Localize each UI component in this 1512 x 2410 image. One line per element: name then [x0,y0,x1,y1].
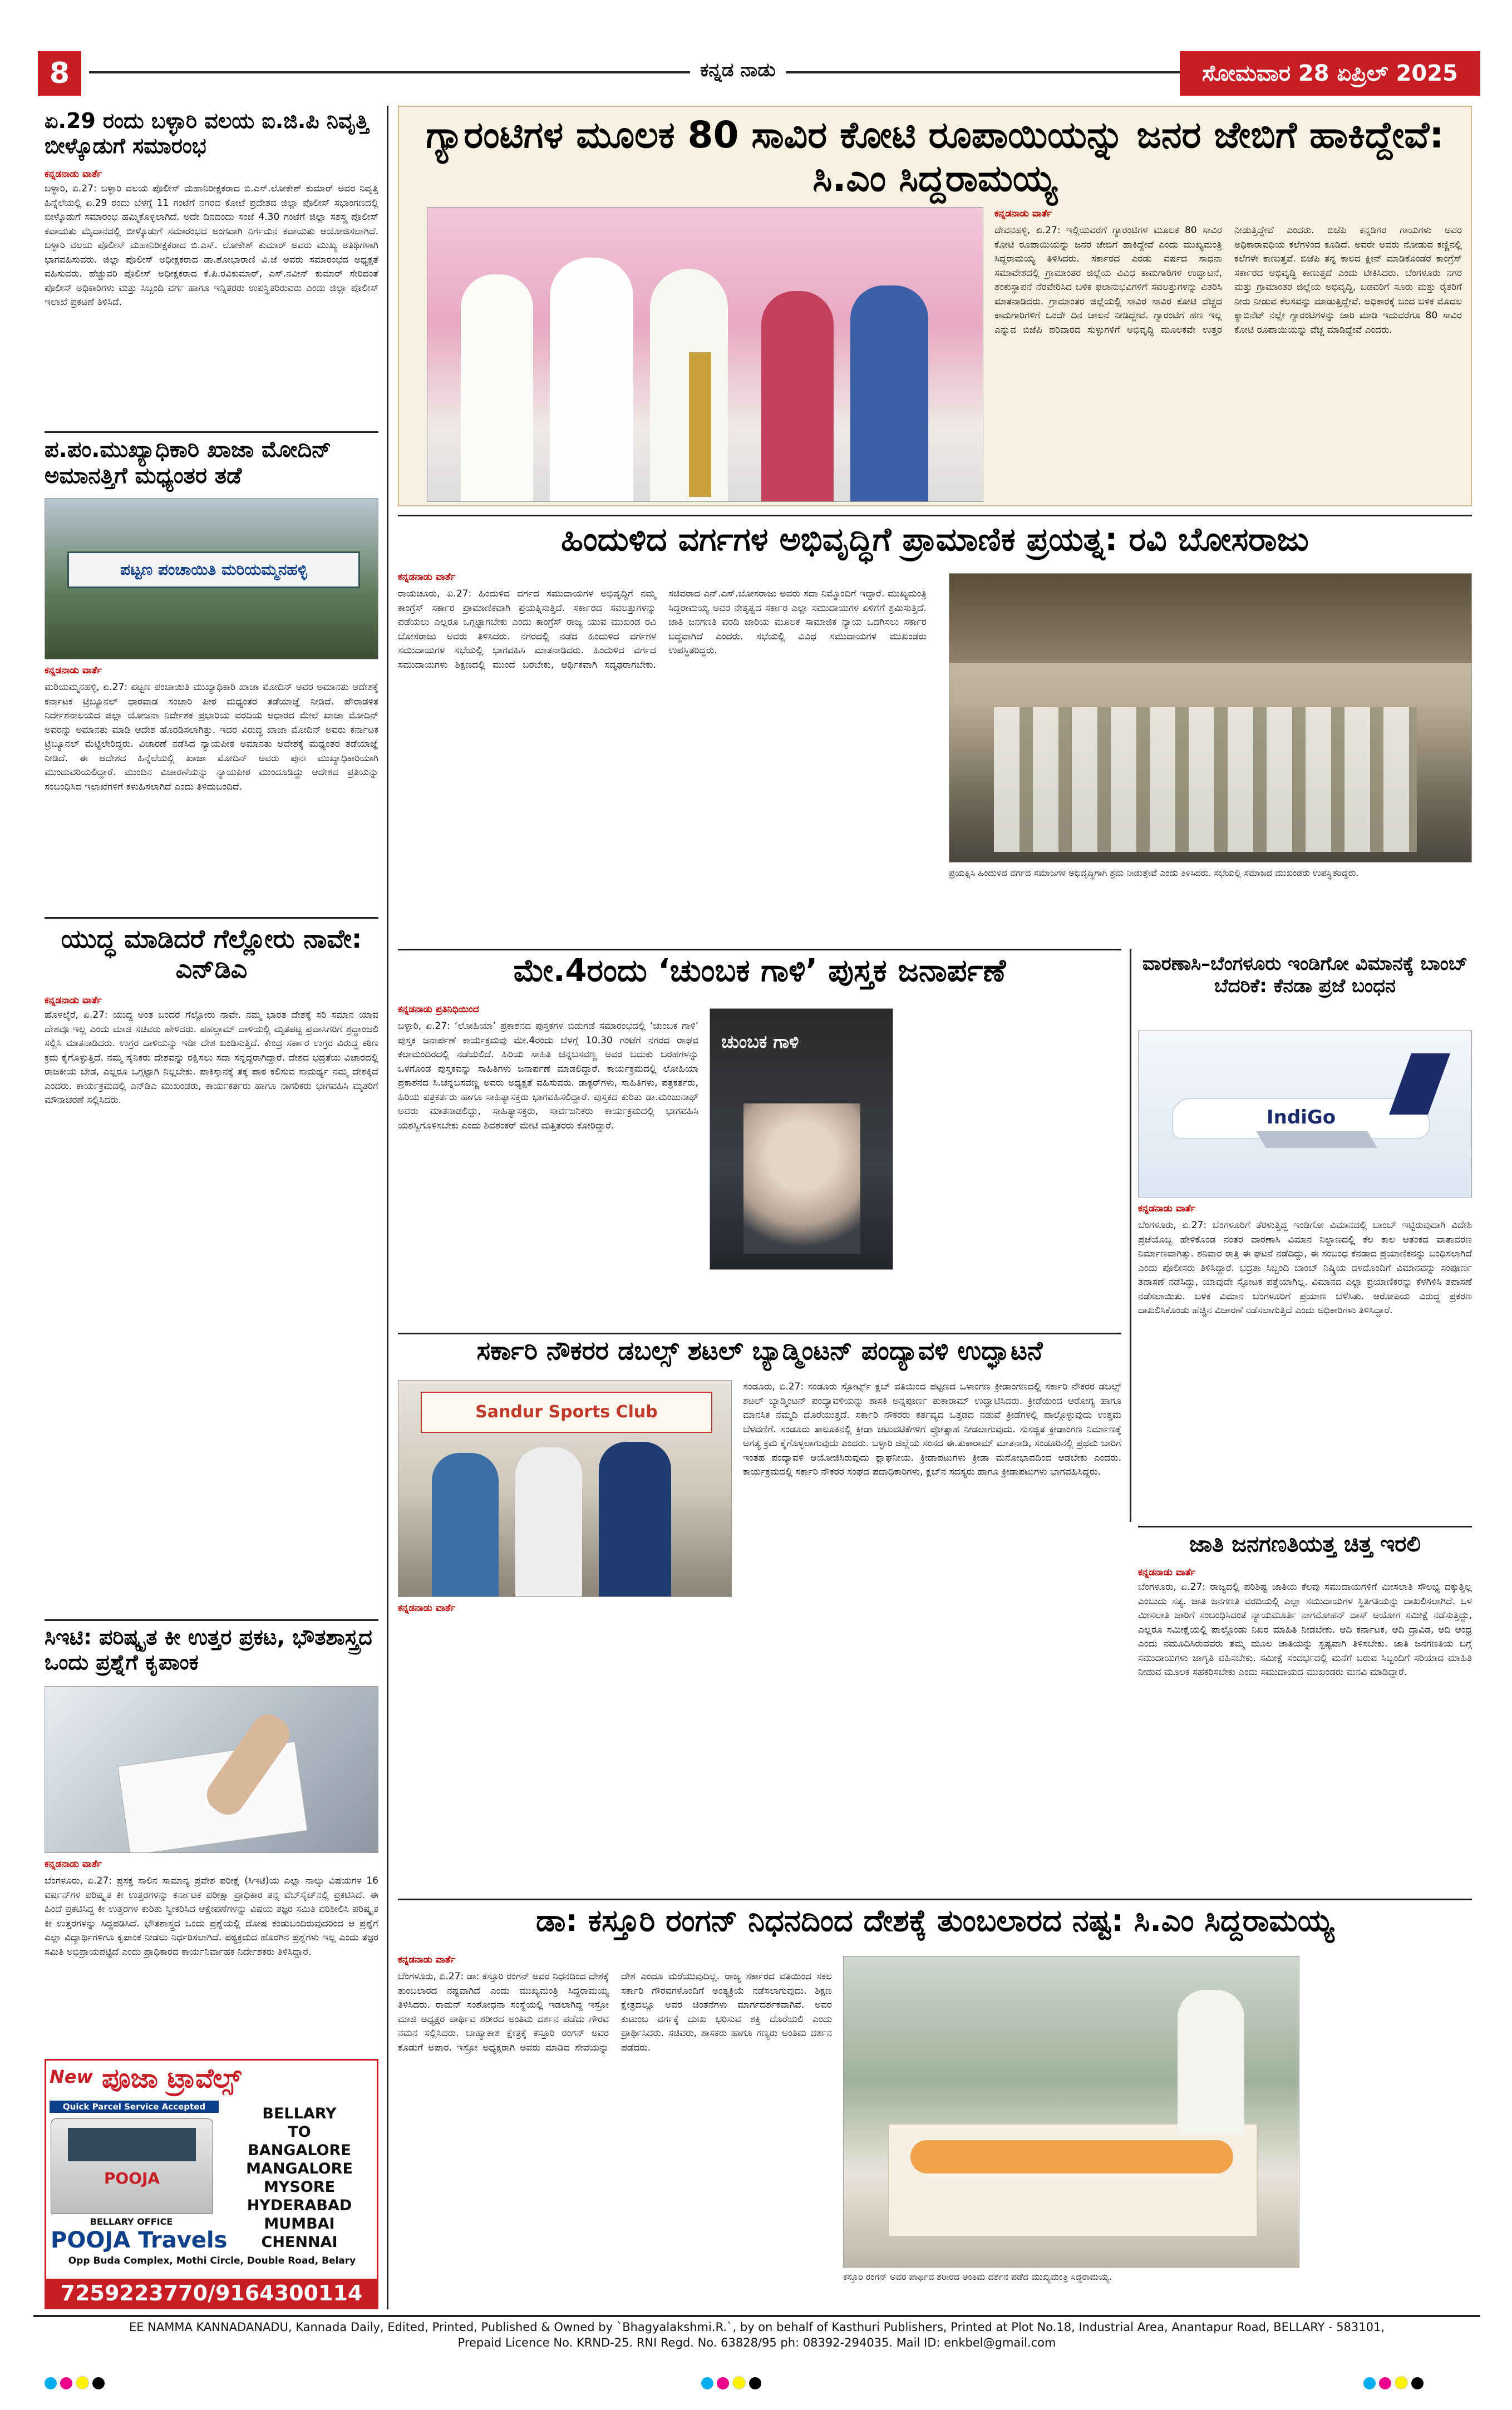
office-sign-photo [45,498,378,659]
headline: ಸಿಇಟಿ: ಪರಿಷ್ಕೃತ ಕೀ ಉತ್ತರ ಪ್ರಕಟ, ಭೌತಶಾಸ್ತ್ರದ ಒಂದು ಪ್ರಶ್ನೆಗೆ ಕೃಪಾಂಕ [45,1625,372,1674]
tribute-photo [843,1956,1299,2268]
article-body-b [904,1019,1121,1320]
date-banner: ಸೋಮವಾರ 28 ಏಪ್ರಿಲ್ 2025 [1180,51,1480,96]
article-ig-retirement [45,109,378,426]
plane-wing [1256,1131,1377,1148]
footer-line-1: EE NAMMA KANNADANADU, Kannada Daily, Edited, Printed, Published & Owned by `Bhagyalakshmi.R.`, by on behalf of Kasthuri Publishers, Printed at Plot No.18, Industrial Area, Anantapur Road, BELLARY - 583101, [129,2320,1385,2334]
article-kasturi [398,1903,1472,2309]
article-indigo [1138,953,1472,1520]
article-cet [45,1625,378,2059]
photo-caption: ಕಸ್ತೂರಿ ರಂಗನ್ ಅವರ ಪಾರ್ಥಿವ ಶರೀರದ ಅಂತಿಮ ದರ್ಶನ ಪಡೆದ ಮುಖ್ಯಮಂತ್ರಿ ಸಿದ್ದರಾಮಯ್ಯ. [843,2271,1112,2282]
plane-tail [1389,1053,1450,1115]
ad-pooja-travels [45,2059,378,2309]
article-body: ಬೆಂಗಳೂರು, ಏ.27: ಪ್ರಸಕ್ತ ಸಾಲಿನ ಸಾಮಾನ್ಯ ಪ್ರವೇಶ ಪರೀಕ್ಷೆ (ಸಿಇಟಿ)ಯ ಎಲ್ಲಾ ನಾಲ್ಕು ವಿಷಯಗಳ 16 ವರ್ಷನ್‌ಗಳ ಪರಿಷ್ಕೃತ ಕೀ ಉತ್ತರಗಳನ್ನು ಕರ್ನಾಟಕ ಪರೀಕ್ಷಾ ಪ್ರಾಧಿಕಾರ ತನ್ನ ವೆಬ್‌ಸೈಟ್‌ನಲ್ಲಿ ಪ್ರಕಟಿಸಿದೆ. ಈ ಹಿಂದೆ ಪ್ರಕಟಿಸಿದ್ದ ಕೀ ಉತ್ತರಗಳ ಕುರಿತು ಸ್ವೀಕರಿಸಿದ ಆಕ್ಷೇಪಣೆಗಳನ್ನು ವಿಷಯ ತಜ್ಞರ ಸಮಿತಿ ಪರಿಶೀಲಿಸಿ ಪರಿಷ್ಕೃತ ಕೀ ಉತ್ತರಗಳನ್ನು ಸಿದ್ಧಪಡಿಸಿದೆ. ಭೌತಶಾಸ್ತ್ರದ ಒಂದು ಪ್ರಶ್ನೆಯಲ್ಲಿ ದೋಷ ಕಂಡುಬಂದಿರುವುದರಿಂದ ಆ ಪ್ರಶ್ನೆಗೆ ಎಲ್ಲಾ ವಿದ್ಯಾರ್ಥಿಗಳಿಗೂ ಕೃಪಾಂಕ ನೀಡಲು ನಿರ್ಧರಿಸಲಾಗಿದೆ. ಪಠ್ಯಕ್ರಮದ ಹೊರಗಿನ ಪ್ರಶ್ನೆಗಳು ಇಲ್ಲ ಎಂದು ತಜ್ಞರ ಸಮಿತಿ ಅಭಿಪ್ರಾಯಪಟ್ಟಿದೆ ಎಂದು ಪ್ರಾಧಿಕಾರದ ಕಾರ್ಯನಿರ್ವಾಹಕ ನಿರ್ದೇಶಕರು ತಿಳಿಸಿದ್ದಾರೆ. [45,1875,378,1958]
book-cover-title: ಚುಂಬಕ ಗಾಳಿ [721,1031,799,1052]
byline: ಕನ್ನಡನಾಡು ವಾರ್ತೆ [45,665,102,676]
color-dots-center [701,2376,812,2393]
article-khaja [45,437,378,910]
byline: ಕನ್ನಡನಾಡು ವಾರ್ತೆ [994,208,1052,219]
masthead [33,48,1480,98]
byline: ಕನ್ನಡನಾಡು ವಾರ್ತೆ [45,995,102,1006]
paper-name: ಕನ್ನಡ ನಾಡು [690,59,786,81]
lamp-lighting-photo [427,207,983,502]
article-body: ಬೆಂಗಳೂರು, ಏ.27: ರಾಜ್ಯದಲ್ಲಿ ಪರಿಶಿಷ್ಟ ಜಾತಿಯ ಕೆಲವು ಸಮುದಾಯಗಳಿಗೆ ಮೀಸಲಾತಿ ಸೌಲಭ್ಯ ದಕ್ಕುತ್ತಿಲ್ಲ ಎಂಬುದು ಸತ್ಯ. ಜಾತಿ ಜನಗಣತಿ ವರದಿಯಲ್ಲಿ ಎಲ್ಲಾ ಸಮುದಾಯಗಳ ಸ್ಥಿತಿಗತಿಯನ್ನು ದಾಖಲಿಸಲಾಗಿದೆ. ಒಳ ಮೀಸಲಾತಿ ಜಾರಿಗೆ ಸಂಬಂಧಿಸಿದಂತೆ ನ್ಯಾಯಮೂರ್ತಿ ನಾಗಮೋಹನ್ ದಾಸ್ ಆಯೋಗ ಸಮೀಕ್ಷೆ ನಡೆಸುತ್ತಿದ್ದು, ಎಲ್ಲರೂ ಸಮೀಕ್ಷೆಯಲ್ಲಿ ಪಾಲ್ಗೊಂಡು ನಿಖರ ಮಾಹಿತಿ ನೀಡಬೇಕು. ಆದಿ ಕರ್ನಾಟಕ, ಆದಿ ದ್ರಾವಿಡ, ಆದಿ ಆಂಧ್ರ ಎಂದು ನಮೂದಿಸಿರುವವರು ತಮ್ಮ ಮೂಲ ಜಾತಿಯನ್ನು ಸ್ಪಷ್ಟವಾಗಿ ತಿಳಿಸಬೇಕು. ಜಾತಿ ಜನಗಣತಿಯ ಬಗ್ಗೆ ಸಮುದಾಯಗಳು ಜಾಗೃತಿ ವಹಿಸಬೇಕು. ಸಮೀಕ್ಷೆ ಸಂದರ್ಭದಲ್ಲಿ ಮನೆಗೆ ಬರುವ ಸಿಬ್ಬಂದಿಗೆ ಸರಿಯಾದ ಮಾಹಿತಿ ನೀಡುವ ಮೂಲಕ ಸಹಕರಿಸಬೇಕು ಎಂದು ಸಮುದಾಯದ ಮುಖಂಡರು ಮನವಿ ಮಾಡಿದ್ದಾರೆ. [1138,1581,1472,1678]
article-body: ಬೆಂಗಳೂರು, ಏ.27: ಡಾ: ಕಸ್ತೂರಿ ರಂಗನ್ ಅವರ ನಿಧನದಿಂದ ದೇಶಕ್ಕೆ ತುಂಬಲಾರದ ನಷ್ಟವಾಗಿದೆ ಎಂದು ಮುಖ್ಯಮಂತ್ರಿ ಸಿದ್ದರಾಮಯ್ಯ ತಿಳಿಸಿದರು. ರಾಮನ್ ಸಂಶೋಧನಾ ಸಂಸ್ಥೆಯಲ್ಲಿ ಇಡಲಾಗಿದ್ದ ಇಸ್ರೋ ಮಾಜಿ ಅಧ್ಯಕ್ಷರ ಪಾರ್ಥಿವ ಶರೀರದ ಅಂತಿಮ ದರ್ಶನ ಪಡೆದು ಗೌರವ ನಮನ ಸಲ್ಲಿಸಿದರು. ಬಾಹ್ಯಾಕಾಶ ಕ್ಷೇತ್ರಕ್ಕೆ ಕಸ್ತೂರಿ ರಂಗನ್ ಅವರ ಕೊಡುಗೆ ಅಪಾರ. ಇಸ್ರೋ ಅಧ್ಯಕ್ಷರಾಗಿ ಅವರು ಮಾಡಿದ ಸೇವೆಯನ್ನು ದೇಶ ಎಂದೂ ಮರೆಯುವುದಿಲ್ಲ. ರಾಜ್ಯ ಸರ್ಕಾರದ ವತಿಯಿಂದ ಸಕಲ ಸರ್ಕಾರಿ ಗೌರವಗಳೊಂದಿಗೆ ಅಂತ್ಯಕ್ರಿಯೆ ನಡೆಸಲಾಗುವುದು. ಶಿಕ್ಷಣ ಕ್ಷೇತ್ರದಲ್ಲೂ ಅವರ ಚಿಂತನೆಗಳು ಮಾರ್ಗದರ್ಶಕವಾಗಿವೆ. ಅವರ ಕುಟುಂಬ ವರ್ಗಕ್ಕೆ ದುಃಖ ಭರಿಸುವ ಶಕ್ತಿ ದೊರೆಯಲಿ ಎಂದು ಪ್ರಾರ್ಥಿಸಿದರು. ಸಚಿವರು, ಶಾಸಕರು ಹಾಗೂ ಗಣ್ಯರು ಅಂತಿಮ ದರ್ಶನ ಪಡೆದರು. [398,1971,832,2053]
byline: ಕನ್ನಡನಾಡು ವಾರ್ತೆ [398,571,456,583]
badminton-photo [398,1380,732,1597]
indigo-plane-photo [1138,1031,1472,1197]
photo-caption: ಪ್ರಯತ್ನಿಸಿ ಹಿಂದುಳಿದ ವರ್ಗದ ಸಮಾಜಗಳ ಅಭಿವೃದ್ಧಿಗಾಗಿ ಶ್ರಮ ನೀಡುತ್ತೇವೆ ಎಂದು ತಿಳಿಸಿದರು. ಸಭೆಯಲ್ಲಿ ಸಮಾಜದ ಮುಖಂಡರು ಉಪಸ್ಥಿತರಿದ್ದರು. [949,868,1359,878]
color-dots-right [1363,2376,1475,2393]
headline: ಜಾತಿ ಜನಗಣತಿಯತ್ತ ಚಿತ್ತ ಇರಲಿ [1189,1531,1421,1557]
ad-phones: 7259223770/9164300114 [46,2279,377,2308]
color-dots-left [45,2376,156,2393]
article-body: ಬಳ್ಳಾರಿ, ಏ.27: ಬಳ್ಳಾರಿ ವಲಯ ಪೊಲೀಸ್ ಮಹಾನಿರೀಕ್ಷಕರಾದ ಬಿ.ಎಸ್.ಲೋಕೇಶ್ ಕುಮಾರ್ ಅವರ ನಿವೃತ್ತಿ ಹಿನ್ನೆಲೆಯಲ್ಲಿ ಏ.29 ರಂದು ಬೆಳಗ್ಗೆ 11 ಗಂಟೆಗೆ ನಗರದ ಕೋಟೆ ಪ್ರದೇಶದ ಜಿಲ್ಲಾ ಪೊಲೀಸ್ ಸಭಾಂಗಣದಲ್ಲಿ ಬೀಳ್ಕೊಡುಗೆ ಸಮಾರಂಭ ಹಮ್ಮಿಕೊಳ್ಳಲಾಗಿದೆ. ಅದೇ ದಿನದಂದು ಸಂಜೆ 4.30 ಗಂಟೆಗೆ ಜಿಲ್ಲಾ ಸಶಸ್ತ್ರ ಪೊಲೀಸ್ ಕವಾಯತು ಮೈದಾನದಲ್ಲಿ ಬೀಳ್ಕೊಡುಗೆ ಸಮಾರಂಭದ ಅಂಗವಾಗಿ ನಿರ್ಗಮನ ಕವಾಯತು ಆಯೋಜಿಸಲಾಗಿದೆ. ಬಳ್ಳಾರಿ ವಲಯ ಪೊಲೀಸ್ ಮಹಾನಿರೀಕ್ಷಕರಾದ ಬಿ.ಎಸ್. ಲೋಕೇಶ್ ಕುಮಾರ್ ಅವರು ಮುಖ್ಯ ಅತಿಥಿಗಳಾಗಿ ಭಾಗವಹಿಸುವರು. ಜಿಲ್ಲಾ ಪೊಲೀಸ್ ಅಧೀಕ್ಷಕರಾದ ಡಾ.ಶೋಭಾರಾಣಿ ವಿ.ಜೆ ಅವರು ಸಮಾರಂಭದ ಅಧ್ಯಕ್ಷತೆ ವಹಿಸುವರು. ಹೆಚ್ಚುವರಿ ಪೊಲೀಸ್ ಅಧೀಕ್ಷಕರಾದ ಕೆ.ಪಿ.ರವಿಕುಮಾರ್, ಎಸ್.ನವೀನ್ ಕುಮಾರ್ ಸೇರಿದಂತೆ ಪೊಲೀಸ್ ಅಧಿಕಾರಿಗಳು ಮತ್ತು ಸಿಬ್ಬಂದಿ ವರ್ಗ ಹಾಗೂ ಇನ್ನಿತರರು ಉಪಸ್ಥಿತರಿರುವರು ಎಂದು ಜಿಲ್ಲಾ ಪೊಲೀಸ್ ಇಲಾಖೆ ಪ್ರಕಟಣೆ ತಿಳಿಸಿದೆ. [45,183,378,308]
headline: ವಾರಣಾಸಿ–ಬೆಂಗಳೂರು ಇಂಡಿಗೋ ವಿಮಾನಕ್ಕೆ ಬಾಂಬ್ ಬೆದರಿಕೆ: ಕೆನಡಾ ಪ್ರಜೆ ಬಂಧನ [1142,953,1468,998]
ad-routes: BELLARY TO BANGALORE MANGALORE MYSORE HYDERABAD MUMBAI CHENNAI [246,2105,353,2251]
article-book [398,953,1121,1325]
event-banner: Sandur Sports Club [421,1392,712,1433]
headline: ಸರ್ಕಾರಿ ನೌಕರರ ಡಬಲ್ಸ್ ಶಟಲ್ ಬ್ಯಾಡ್ಮಿಂಟನ್ ಪಂದ್ಯಾವಳಿ ಉದ್ಘಾಟನೆ [476,1335,1043,1366]
headline: ಗ್ಯಾರಂಟಿಗಳ ಮೂಲಕ 80 ಸಾವಿರ ಕೋಟಿ ರೂಪಾಯಿಯನ್ನು ಜನರ ಜೇಬಿಗೆ ಹಾಕಿದ್ದೇವೆ: ಸಿ.ಎಂ ಸಿದ್ದರಾಮಯ್ಯ [426,114,1444,200]
ad-brand: ಪೂಜಾ ಟ್ರಾವೆಲ್ಸ್ [102,2063,242,2094]
byline: ಕನ್ನಡನಾಡು ಪ್ರತಿನಿಧಿಯಿಂದ [398,1004,479,1015]
article-body: ದೇವನಹಳ್ಳಿ, ಏ.27: ಇಲ್ಲಿಯವರೆಗೆ ಗ್ಯಾರಂಟಿಗಳ ಮೂಲಕ 80 ಸಾವಿರ ಕೋಟಿ ರೂಪಾಯಿಯನ್ನು ಜನರ ಜೇಬಿಗೆ ಹಾಕಿದ್ದೇವೆ ಎಂದು ಮುಖ್ಯಮಂತ್ರಿ ಸಿದ್ದರಾಮಯ್ಯ ತಿಳಿಸಿದರು. ಸರ್ಕಾರದ ಎರಡು ವರ್ಷದ ಸಾಧನಾ ಸಮಾವೇಶದಲ್ಲಿ ಗ್ರಾಮಾಂತರ ಜಿಲ್ಲೆಯ ವಿವಿಧ ಕಾಮಗಾರಿಗಳ ಉದ್ಘಾಟನೆ, ಶಂಕುಸ್ಥಾಪನೆ ನೆರವೇರಿಸಿದ ಬಳಿಕ ಫಲಾನುಭವಿಗಳಿಗೆ ಸವಲತ್ತುಗಳನ್ನು ವಿತರಿಸಿ ಮಾತನಾಡಿದರು. ಗ್ರಾಮಾಂತರ ಜಿಲ್ಲೆಯಲ್ಲಿ ಸಾವಿರ ಸಾವಿರ ಕೋಟಿ ವೆಚ್ಚದ ಕಾಮಗಾರಿಗಳಿಗೆ ಒಂದೇ ದಿನ ಚಾಲನೆ ನೀಡಿದ್ದೇವೆ. ಗ್ಯಾರಂಟಿಗೆ ಹಣ ಇಲ್ಲ ಎನ್ನುವ ಬಿಜೆಪಿ ಪರಿವಾರದ ಸುಳ್ಳುಗಳಿಗೆ ಅಭಿವೃದ್ಧಿ ಮೂಲಕವೇ ಉತ್ತರ ನೀಡುತ್ತಿದ್ದೇವೆ ಎಂದರು. ಬಿಜೆಪಿ ಕನ್ನಡಿಗರ ಗಾಯಗಳು ಅವರ ಅಧಿಕಾರಾವಧಿಯ ಕಲೆಗಳಿಂದ ಕೂಡಿದೆ. ಅವರೇ ಅವರು ನೋಡುವ ಕಣ್ಣಿನಲ್ಲಿ ಕಲೆಗಳೇ ಕಾಣುತ್ತವೆ. ಬಿಜೆಪಿ ತನ್ನ ಕಾಲದ ಕ್ಲೀನ್ ಮಾಡಿಕೊಂಡರೆ ಕಾಂಗ್ರೆಸ್ ಸರ್ಕಾರದ ಅಭಿವೃದ್ಧಿ ಕಾಣುತ್ತದೆ ಎಂದು ಟೀಕಿಸಿದರು. ಬೆಂಗಳೂರು ನಗರ ಮತ್ತು ಗ್ರಾಮಾಂತರ ಜಿಲ್ಲೆಯ ಅಭಿವೃದ್ಧಿ, ಬಡವರಿಗೆ ಸೂರು ಮತ್ತು ರೈತರಿಗೆ ನೀರು ನೀಡುವ ಕೆಲಸವನ್ನು ಮಾಡುತ್ತಿದ್ದೇವೆ. ಅಧಿಕಾರಕ್ಕೆ ಬಂದ ಬಳಿಕ ಮೊದಲ ಕ್ಯಾಬಿನೆಟ್ ನಲ್ಲೇ ಗ್ಯಾರಂಟಿಗಳನ್ನು ಜಾರಿ ಮಾಡಿ ಇದುವರೆಗೂ 80 ಸಾವಿರ ಕೋಟಿ ರೂಪಾಯಿಯನ್ನು ವೆಚ್ಚ ಮಾಡಿದ್ದೇವೆ ಎಂದರು. [994,225,1462,336]
ad-office: BELLARY OFFICE [90,2216,173,2227]
article-body: ಸಂಡೂರು, ಏ.27: ಸಂಡೂರು ಸ್ಪೋರ್ಟ್ಸ್ ಕ್ಲಬ್ ವತಿಯಿಂದ ಪಟ್ಟಣದ ಒಳಾಂಗಣ ಕ್ರೀಡಾಂಗಣದಲ್ಲಿ ಸರ್ಕಾರಿ ನೌಕರರ ಡಬಲ್ಸ್ ಶಟಲ್ ಬ್ಯಾಡ್ಮಿಂಟನ್ ಪಂದ್ಯಾವಳಿಯನ್ನು ಶಾಸಕಿ ಅನ್ನಪೂರ್ಣ ತುಕಾರಾಮ್ ಉದ್ಘಾಟಿಸಿದರು. ಕ್ರೀಡೆಯಿಂದ ಆರೋಗ್ಯ ಹಾಗೂ ಮಾನಸಿಕ ನೆಮ್ಮದಿ ದೊರೆಯುತ್ತದೆ. ಸರ್ಕಾರಿ ನೌಕರರು ಕರ್ತವ್ಯದ ಒತ್ತಡದ ನಡುವೆ ಕ್ರೀಡೆಗಳಲ್ಲಿ ಪಾಲ್ಗೊಳ್ಳುವುದು ಉತ್ತಮ ಬೆಳವಣಿಗೆ. ಸಂಡೂರು ತಾಲೂಕಿನಲ್ಲಿ ಕ್ರೀಡಾ ಚಟುವಟಿಕೆಗಳಿಗೆ ಪ್ರೋತ್ಸಾಹ ನೀಡಲಾಗುವುದು. ಸುಸಜ್ಜಿತ ಕ್ರೀಡಾಂಗಣ ನಿರ್ಮಾಣಕ್ಕೆ ಅಗತ್ಯ ಕ್ರಮ ಕೈಗೊಳ್ಳಲಾಗುವುದು ಎಂದರು. ಬಳ್ಳಾರಿ ಜಿಲ್ಲೆಯ ಸಂಸದ ಈ.ತುಕಾರಾಮ್ ಮಾತನಾಡಿ, ಸಂಡೂರಿನಲ್ಲಿ ಪ್ರಥಮ ಬಾರಿಗೆ ಇಂತಹ ಪಂದ್ಯಾವಳಿ ಆಯೋಜಿಸಿರುವುದು ಶ್ಲಾಘನೀಯ. ಕ್ರೀಡಾಪಟುಗಳು ಕ್ರೀಡಾ ಮನೋಭಾವದಿಂದ ಆಡಬೇಕು ಎಂದರು. ಕಾರ್ಯಕ್ರಮದಲ್ಲಿ ಸರ್ಕಾರಿ ನೌಕರರ ಸಂಘದ ಪದಾಧಿಕಾರಿಗಳು, ಕ್ಲಬ್‌ನ ಸದಸ್ಯರು ಹಾಗೂ ಕ್ರೀಡಾಪಟುಗಳು ಭಾಗವಹಿಸಿದ್ದರು. [743,1381,1121,1477]
book-cover [710,1008,893,1270]
article-body-right [1311,1956,1472,2301]
bus-windshield [68,2128,196,2161]
article-body: ಮರಿಯಮ್ಮನಹಳ್ಳಿ, ಏ.27: ಪಟ್ಟಣ ಪಂಚಾಯಿತಿ ಮುಖ್ಯಾಧಿಕಾರಿ ಖಾಜಾ ಮೋದಿನ್ ಅವರ ಅಮಾನತು ಆದೇಶಕ್ಕೆ ಕರ್ನಾಟಕ ಟ್ರಿಬ್ಯೂನಲ್ ಧಾರವಾಡ ಸಂಚಾರಿ ಪೀಠ ಮಧ್ಯಂತರ ತಡೆಯಾಜ್ಞೆ ನೀಡಿದೆ. ಪೌರಾಡಳಿತ ನಿರ್ದೇಶನಾಲಯದ ಜಿಲ್ಲಾ ಯೋಜನಾ ನಿರ್ದೇಶಕ ಪ್ರಭಾರಿಯ ವರದಿಯ ಆಧಾರದ ಮೇಲೆ ಖಾಜಾ ಮೋದಿನ್ ಅವರನ್ನು ಅಮಾನತು ಮಾಡಿ ಆದೇಶ ಹೊರಡಿಸಲಾಗಿತ್ತು. ಇದರ ವಿರುದ್ಧ ಖಾಜಾ ಮೋದಿನ್ ಅವರು ಕರ್ನಾಟಕ ಟ್ರಿಬ್ಯೂನಲ್ ಮೆಟ್ಟಿಲೇರಿದ್ದರು. ವಿಚಾರಣೆ ನಡೆಸಿದ ನ್ಯಾಯಪೀಠ ಅಮಾನತು ಆದೇಶಕ್ಕೆ ಮಧ್ಯಂತರ ತಡೆಯಾಜ್ಞೆ ನೀಡಿದೆ. ಈ ಆದೇಶದ ಹಿನ್ನೆಲೆಯಲ್ಲಿ ಖಾಜಾ ಮೋದಿನ್ ಅವರು ಪುನಃ ಮುಖ್ಯಾಧಿಕಾರಿಯಾಗಿ ಮುಂದುವರಿಯಲಿದ್ದಾರೆ. ಮುಂದಿನ ವಿಚಾರಣೆಯನ್ನು ನ್ಯಾಯಪೀಠ ಮುಂದೂಡಿದ್ದು ಆದೇಶದ ಪ್ರತಿಯನ್ನು ಸಂಬಂಧಿಸಿದ ಇಲಾಖೆಗಳಿಗೆ ಕಳುಹಿಸಲಾಗಿದೆ ಎಂದು ತಿಳಿದುಬಂದಿದೆ. [45,682,378,792]
article-body-left [398,1619,732,1892]
headline: ಹಿಂದುಳಿದ ವರ್ಗಗಳ ಅಭಿವೃದ್ಧಿಗೆ ಪ್ರಾಮಾಣಿಕ ಪ್ರಯತ್ನ: ರವಿ ಬೋಸರಾಜು [561,520,1309,558]
headline: ಡಾ: ಕಸ್ತೂರಿ ರಂಗನ್ ನಿಧನದಿಂದ ದೇಶಕ್ಕೆ ತುಂಬಲಾರದ ನಷ್ಟ: ಸಿ.ಎಂ ಸಿದ್ದರಾಮಯ್ಯ [535,1903,1334,1938]
byline: ಕನ್ನಡನಾಡು ವಾರ್ತೆ [45,169,102,180]
article-badminton [398,1335,1121,1898]
article-caste-census [1138,1531,1472,1893]
headline: ಏ.29 ರಂದು ಬಳ್ಳಾರಿ ವಲಯ ಐ.ಜಿ.ಪಿ ನಿವೃತ್ತಿ ಬೀಳ್ಕೊಡುಗೆ ಸಮಾರಂಭ [45,109,369,158]
ad-new-badge: New [50,2066,93,2087]
article-bosaraju [398,520,1472,943]
plane-livery: IndiGo [1267,1106,1336,1128]
headline: ಯುದ್ಧ ಮಾಡಿದರೆ ಗೆಲ್ಲೋರು ನಾವೇ: ಎನ್‌ಡಿಎ [61,924,362,984]
masthead-line [89,71,1202,73]
footer-line-2: Prepaid Licence No. KRND-25. RNI Regd. No. 63828/95 ph: 08392-294035. Mail ID: enkbel@gmail.com [457,2336,1056,2349]
byline: ಕನ್ನಡನಾಡು ವಾರ್ತೆ [1138,1567,1196,1578]
byline: ಕನ್ನಡನಾಡು ವಾರ್ತೆ [398,1603,456,1614]
ad-tagline: Quick Parcel Service Accepted [50,2101,219,2113]
headline: ಮೇ.4ರಂದು ‘ಚುಂಬಕ ಗಾಳಿ’ ಪುಸ್ತಕ ಜನಾರ್ಪಣೆ [513,953,1006,989]
sign-board: ಪಟ್ಟಣ ಪಂಚಾಯಿತಿ ಮರಿಯಮ್ಮನಹಳ್ಳಿ [67,551,360,588]
ad-address: Opp Buda Complex, Mothi Circle, Double Road, Belary [68,2255,356,2266]
byline: ಕನ್ನಡನಾಡು ವಾರ್ತೆ [1138,1203,1196,1214]
bus-image [51,2118,213,2214]
article-body: ರಾಯಚೂರು, ಏ.27: ಹಿಂದುಳಿದ ವರ್ಗದ ಸಮುದಾಯಗಳ ಅಭಿವೃದ್ಧಿಗೆ ನಮ್ಮ ಕಾಂಗ್ರೆಸ್ ಸರ್ಕಾರ ಪ್ರಾಮಾಣಿಕವಾಗಿ ಪ್ರಯತ್ನಿಸುತ್ತಿದೆ. ಸರ್ಕಾರದ ಸವಲತ್ತುಗಳನ್ನು ಪಡೆಯಲು ಎಲ್ಲರೂ ಒಗ್ಗಟ್ಟಾಗಬೇಕು ಎಂದು ಕಾಂಗ್ರೆಸ್ ರಾಜ್ಯ ಯುವ ಮುಖಂಡ ರವಿ ಬೋಸರಾಜು ಅವರು ತಿಳಿಸಿದರು. ನಗರದಲ್ಲಿ ನಡೆದ ಹಿಂದುಳಿದ ವರ್ಗಗಳ ಸಮುದಾಯಗಳ ಸಭೆಯಲ್ಲಿ ಭಾಗವಹಿಸಿ ಮಾತನಾಡಿದರು. ಹಿಂದುಳಿದ ವರ್ಗದ ಸಮುದಾಯಗಳು ಶಿಕ್ಷಣದಲ್ಲಿ ಮುಂದೆ ಬರಬೇಕು, ಆರ್ಥಿಕವಾಗಿ ಸದೃಢರಾಗಬೇಕು. ಸಚಿವರಾದ ಎನ್.ಎಸ್.ಬೋಸರಾಜು ಅವರು ಸದಾ ನಿಮ್ಮೊಂದಿಗೆ ಇದ್ದಾರೆ. ಮುಖ್ಯಮಂತ್ರಿ ಸಿದ್ದರಾಮಯ್ಯ ಅವರ ನೇತೃತ್ವದ ಸರ್ಕಾರ ಎಲ್ಲಾ ಸಮುದಾಯಗಳ ಏಳಿಗೆಗೆ ಶ್ರಮಿಸುತ್ತಿದೆ. ಜಾತಿ ಜನಗಣತಿ ವರದಿ ಜಾರಿಯ ಮೂಲಕ ಸಾಮಾಜಿಕ ನ್ಯಾಯ ಒದಗಿಸಲು ಸರ್ಕಾರ ಬದ್ಧವಾಗಿದೆ ಎಂದರು. ಸಭೆಯಲ್ಲಿ ವಿವಿಧ ಸಮುದಾಯಗಳ ಮುಖಂಡರು ಉಪಸ್ಥಿತರಿದ್ದರು. [398,588,927,671]
ad-name: POOJA Travels [51,2227,228,2253]
article-guarantees [398,106,1472,506]
article-body: ಬೆಂಗಳೂರು, ಏ.27: ಬೆಂಗಳೂರಿಗೆ ತೆರಳುತ್ತಿದ್ದ ಇಂಡಿಗೋ ವಿಮಾನದಲ್ಲಿ ಬಾಂಬ್ ಇಟ್ಟಿರುವುದಾಗಿ ವಿದೇಶಿ ಪ್ರಜೆಯೊಬ್ಬ ಹೇಳಿಕೊಂಡ ನಂತರ ವಾರಣಾಸಿ ವಿಮಾನ ನಿಲ್ದಾಣದಲ್ಲಿ ಕೆಲ ಕಾಲ ಆತಂಕದ ವಾತಾವರಣ ನಿರ್ಮಾಣವಾಗಿತ್ತು. ಶನಿವಾರ ರಾತ್ರಿ ಈ ಘಟನೆ ನಡೆದಿದ್ದು, ಈ ಸಂಬಂಧ ಕೆನಡಾದ ಪ್ರಯಾಣಿಕನನ್ನು ಬಂಧಿಸಲಾಗಿದೆ ಎಂದು ಪೊಲೀಸರು ತಿಳಿಸಿದ್ದಾರೆ. ಭದ್ರತಾ ಸಿಬ್ಬಂದಿ ಬಾಂಬ್ ನಿಷ್ಕ್ರಿಯ ದಳದೊಂದಿಗೆ ವಿಮಾನವನ್ನು ಸಂಪೂರ್ಣ ತಪಾಸಣೆ ನಡೆಸಿದ್ದು, ಯಾವುದೇ ಸ್ಫೋಟಕ ಪತ್ತೆಯಾಗಿಲ್ಲ. ವಿಮಾನದ ಎಲ್ಲಾ ಪ್ರಯಾಣಿಕರನ್ನು ಕೆಳಗಿಳಿಸಿ ತಪಾಸಣೆ ನಡೆಸಲಾಯಿತು. ಬಳಿಕ ವಿಮಾನ ಬೆಂಗಳೂರಿಗೆ ಪ್ರಯಾಣ ಬೆಳೆಸಿತು. ಆರೋಪಿಯ ವಿರುದ್ಧ ಪ್ರಕರಣ ದಾಖಲಿಸಿಕೊಂಡು ಹೆಚ್ಚಿನ ವಿಚಾರಣೆ ನಡೆಸಲಾಗುತ್ತಿದೆ ಎಂದು ಅಧಿಕಾರಿಗಳು ತಿಳಿಸಿದ್ದಾರೆ. [1138,1220,1472,1316]
exam-photo [45,1686,378,1853]
byline: ಕನ್ನಡನಾಡು ವಾರ್ತೆ [398,1954,456,1965]
bus-name: POOJA [104,2169,160,2187]
article-body-a: ಬಳ್ಳಾರಿ, ಏ.27: ‘ಲೋಹಿಯಾ’ ಪ್ರಕಾಶನದ ಪುಸ್ತಕಗಳ ಬಿಡುಗಡೆ ಸಮಾರಂಭದಲ್ಲಿ ‘ಚುಂಬಕ ಗಾಳಿ’ ಪುಸ್ತಕ ಜನಾರ್ಪಣೆ ಕಾರ್ಯಕ್ರಮವು ಮೇ.4ರಂದು ಬೆಳಗ್ಗೆ 10.30 ಗಂಟೆಗೆ ನಗರದ ರಾಘವ ಕಲಾಮಂದಿರದಲ್ಲಿ ನಡೆಯಲಿದೆ. ಹಿರಿಯ ಸಾಹಿತಿ ಚನ್ನಬಸವಣ್ಣ ಅವರ ಬದುಕು ಬರಹಗಳನ್ನು ಒಳಗೊಂಡ ಪುಸ್ತಕವನ್ನು ಸಾಹಿತಿಗಳು ಜನಾರ್ಪಣೆ ಮಾಡಲಿದ್ದಾರೆ. ಕಾರ್ಯಕ್ರಮದಲ್ಲಿ ಲೋಹಿಯಾ ಪ್ರಕಾಶನದ ಸಿ.ಚನ್ನಬಸವಣ್ಣ ಅವರು ಅಧ್ಯಕ್ಷತೆ ವಹಿಸುವರು. ಡಾಕ್ಟರ್‌ಗಳು, ಸಾಹಿತಿಗಳು, ಪತ್ರಕರ್ತರು, ಹಿರಿಯ ಪತ್ರಕರ್ತರು ಹಾಗೂ ಸಾಹಿತ್ಯಾಸಕ್ತರು ಭಾಗವಹಿಸಲಿದ್ದಾರೆ. ಪುಸ್ತಕದ ಕುರಿತು ಡಾ.ಮಂಜುನಾಥ್ ಅವರು ಮಾತನಾಡಲಿದ್ದು, ಸಾಹಿತ್ಯಾಸಕ್ತರು, ಸಾರ್ವಜನಿಕರು ಕಾರ್ಯಕ್ರಮದಲ್ಲಿ ಭಾಗವಹಿಸಿ ಯಶಸ್ವಿಗೊಳಿಸಬೇಕು ಎಂದು ಶಿವಶಂಕರ್ ಮೇಟಿ ಮತ್ತಿತರರು ಕೋರಿದ್ದಾರೆ. [398,1021,698,1131]
article-body: ಹೊಳಲ್ಕೆರೆ, ಏ.27: ಯುದ್ಧ ಅಂತ ಬಂದರೆ ಗೆಲ್ಲೋರು ನಾವೇ. ನಮ್ಮ ಭಾರತ ದೇಶಕ್ಕೆ ಸರಿ ಸಮಾನ ಯಾವ ದೇಶವೂ ಇಲ್ಲ ಎಂದು ಮಾಜಿ ಸಚಿವರು ಹೇಳಿದರು. ಪಹಲ್ಗಾಮ್ ದಾಳಿಯಲ್ಲಿ ಮೃತಪಟ್ಟ ಪ್ರವಾಸಿಗರಿಗೆ ಶ್ರದ್ಧಾಂಜಲಿ ಸಲ್ಲಿಸಿ ಮಾತನಾಡಿದರು. ಉಗ್ರರ ದಾಳಿಯನ್ನು ಇಡೀ ದೇಶ ಖಂಡಿಸುತ್ತಿದೆ. ಕೇಂದ್ರ ಸರ್ಕಾರ ಉಗ್ರರ ವಿರುದ್ಧ ಕಠಿಣ ಕ್ರಮ ಕೈಗೊಳ್ಳುತ್ತಿದೆ. ನಮ್ಮ ಸೈನಿಕರು ದೇಶವನ್ನು ರಕ್ಷಿಸಲು ಸದಾ ಸನ್ನದ್ಧರಾಗಿದ್ದಾರೆ. ದೇಶದ ಭದ್ರತೆಯ ವಿಚಾರದಲ್ಲಿ ರಾಜಕೀಯ ಬೇಡ, ಎಲ್ಲರೂ ಒಗ್ಗಟ್ಟಾಗಿ ನಿಲ್ಲಬೇಕು. ಪಾಕಿಸ್ತಾನಕ್ಕೆ ತಕ್ಕ ಪಾಠ ಕಲಿಸುವ ಸಾಮರ್ಥ್ಯ ನಮ್ಮ ದೇಶಕ್ಕಿದೆ ಎಂದರು. ಕಾರ್ಯಕ್ರಮದಲ್ಲಿ ಎನ್‌ಡಿಎ ಮುಖಂಡರು, ಕಾರ್ಯಕರ್ತರು ಹಾಗೂ ನಾಗರಿಕರು ಭಾಗವಹಿಸಿ ಮೃತರಿಗೆ ಮೌನಾಚರಣೆ ಸಲ್ಲಿಸಿದರು. [45,1009,378,1106]
headline: ಪ.ಪಂ.ಮುಖ್ಯಾಧಿಕಾರಿ ಖಾಜಾ ಮೋದಿನ್ ಅಮಾನತ್ತಿಗೆ ಮಧ್ಯಂತರ ತಡೆ [45,437,332,489]
byline: ಕನ್ನಡನಾಡು ವಾರ್ತೆ [45,1859,102,1870]
footer [33,2320,1480,2370]
page-number: 8 [38,51,81,96]
meeting-photo [949,573,1472,863]
